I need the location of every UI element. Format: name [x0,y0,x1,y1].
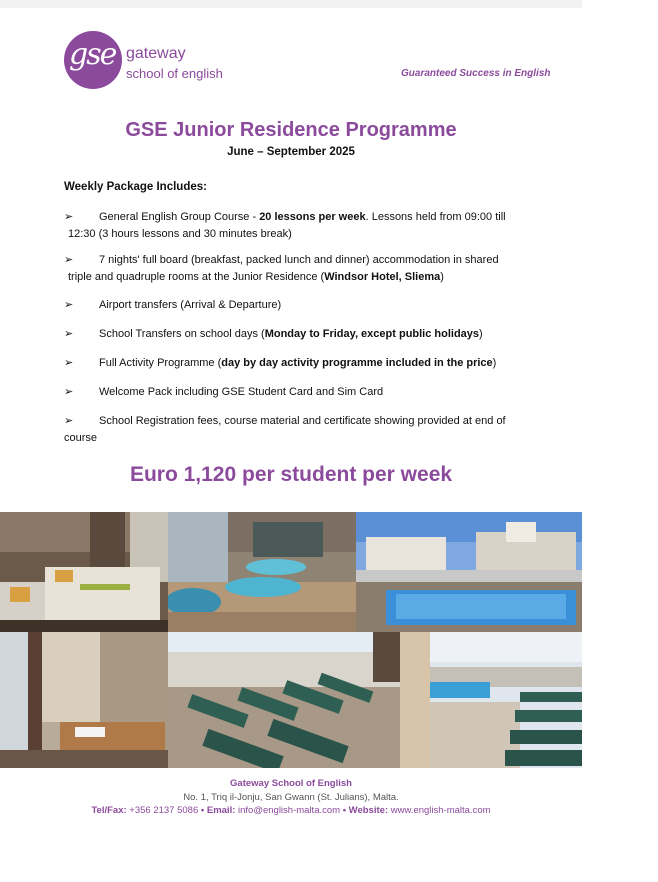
email-label: Email: [206,805,236,816]
website-link[interactable]: www.english-malta.com [390,805,491,816]
website-label: Website: [348,805,389,816]
separator: • [200,805,205,816]
school-logo[interactable] [64,31,224,91]
tel-label: Tel/Fax: [91,805,127,816]
item-bold: day by day activity programme included in the price [221,357,493,369]
bullet-arrow-icon: ➢ [64,299,74,311]
item-text: School Transfers on school days ( [99,328,265,340]
item-text: Full Activity Programme ( [99,357,222,369]
package-item [64,326,515,343]
top-band [0,0,582,8]
footer-contact [0,805,582,816]
bullet-arrow-icon: ➢ [64,357,74,369]
package-item [64,209,515,243]
item-bold: Monday to Friday, except public holidays [264,328,480,340]
photo-indoor-pool [168,512,356,632]
item-text: . Lessons held from 09:00 till [365,211,506,223]
price-headline: Euro 1,120 per student per week [129,463,453,486]
footer-address: No. 1, Triq il-Jonju, San Gwann (St. Julians), Malta. [183,792,399,803]
package-item [64,297,515,314]
item-text: ) [479,328,483,340]
photo-hotel-room [0,632,168,768]
footer-name [0,778,582,789]
item-text: 12:30 (3 hours lessons and 30 minutes break) [68,228,292,240]
tel-value: +356 2137 5086 [129,805,199,816]
package-item [64,252,515,286]
tagline: Guaranteed Success in English [401,68,551,79]
separator: • [342,805,347,816]
footer-school-name: Gateway School of English [230,778,352,789]
photo-bedroom [0,512,168,632]
item-bold: Windsor Hotel, Sliema [324,271,441,283]
package-item [64,384,515,401]
bullet-arrow-icon: ➢ [64,386,74,398]
package-item [64,413,515,447]
photo-sun-terrace [168,632,400,768]
item-text: School Registration fees, course material and certificate showing provided at end of [99,415,506,427]
item-text: ) [440,271,444,283]
logo-name-line1: gateway [126,45,186,62]
item-text: General English Group Course - [99,211,260,223]
package-heading: Weekly Package Includes: [64,181,207,193]
bullet-arrow-icon: ➢ [64,328,74,340]
item-text: triple and quadruple rooms at the Junior Residence ( [68,271,325,283]
item-text: ) [492,357,497,369]
item-text: 7 nights' full board (breakfast, packed lunch and dinner) accommodation in shared [99,254,499,266]
bullet-arrow-icon: ➢ [64,254,74,266]
photo-rooftop-loungers [400,632,582,768]
item-text: Welcome Pack including GSE Student Card and Sim Card [99,386,384,398]
item-text: course [64,432,98,444]
package-item [64,355,515,372]
photo-collage [0,512,582,768]
page-subtitle: June – September 2025 [227,146,355,158]
logo-mark: gse [69,37,116,72]
item-text: Airport transfers (Arrival & Departure) [99,299,282,311]
bullet-arrow-icon: ➢ [64,211,74,223]
logo-name-line2: school of english [126,66,223,81]
bullet-arrow-icon: ➢ [64,415,74,427]
photo-rooftop-pool [356,512,582,632]
item-bold: 20 lessons per week [259,211,366,223]
email-link[interactable]: info@english-malta.com [238,805,341,816]
page-title: GSE Junior Residence Programme [125,119,457,141]
